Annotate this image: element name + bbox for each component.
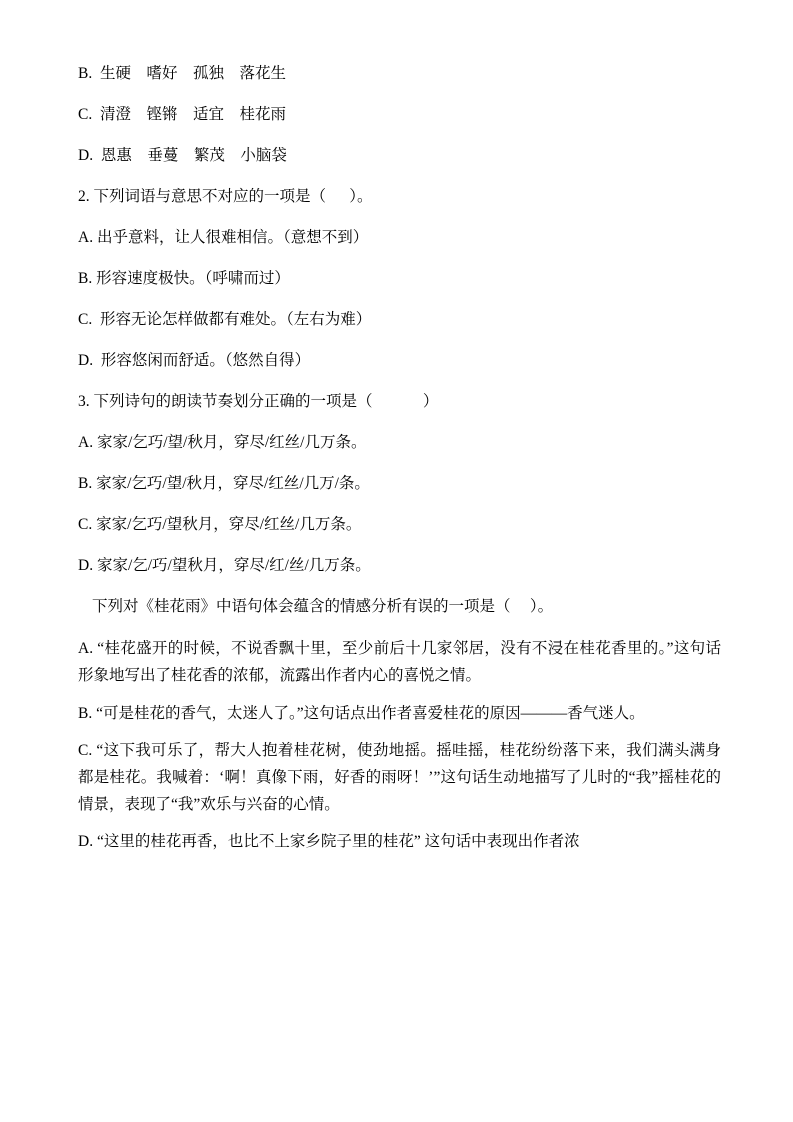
question-stem: 3. 下列诗句的朗读节奏划分正确的一项是（ ） [78,393,439,411]
answer-option: B. “可是桂花的香气，太迷人了。”这句话点出作者喜爱桂花的原因———香气迷人。 [78,704,645,722]
question-stem: 2. 下列词语与意思不对应的一项是（ ）。 [78,188,373,206]
answer-option: C. 清澄 铿锵 适宜 桂花雨 [78,106,286,124]
answer-option: C. “这下我可乐了，帮大人抱着桂花树，使劲地摇。摇哇摇，桂花纷纷落下来，我们满头满身都是桂花。我喊着：‘啊！真像下雨，好香的雨呀！’”这句话生动地描写了儿时的“我”摇桂花的情景，表现了“我”欢乐与兴奋的心情。 [78,742,721,813]
answer-option: A. 出乎意料，让人很难相信。（意想不到） [78,229,369,247]
answer-option: B. 家家/乞巧/望/秋月，穿尽/红丝/几万/条。 [78,475,370,493]
answer-option: A. 家家/乞巧/望/秋月，穿尽/红丝/几万条。 [78,434,367,452]
document-body [78,62,721,856]
question-stem: 下列对《桂花雨》中语句体会蕴含的情感分析有误的一项是（ ）。 [92,598,554,616]
answer-option: D. “这里的桂花再香，也比不上家乡院子里的桂花” 这句话中表现出作者浓 [78,833,580,851]
answer-option: A. “桂花盛开的时候，不说香飘十里，至少前后十几家邻居，没有不浸在桂花香里的。”这句话形象地写出了桂花香的浓郁，流露出作者内心的喜悦之情。 [78,640,721,684]
answer-option: B. 形容速度极快。（呼啸而过） [78,270,290,288]
answer-option: D. 恩惠 垂蔓 繁茂 小脑袋 [78,147,287,165]
answer-option: C. 家家/乞巧/望秋月，穿尽/红丝/几万条。 [78,516,362,534]
answer-option: D. 形容悠闲而舒适。（悠然自得） [78,352,311,370]
answer-option: B. 生硬 嗜好 孤独 落花生 [78,65,286,82]
answer-option: D. 家家/乞/巧/望秋月，穿尽/红/丝/几万条。 [78,557,371,575]
answer-option: C. 形容无论怎样做都有难处。（左右为难） [78,311,372,329]
